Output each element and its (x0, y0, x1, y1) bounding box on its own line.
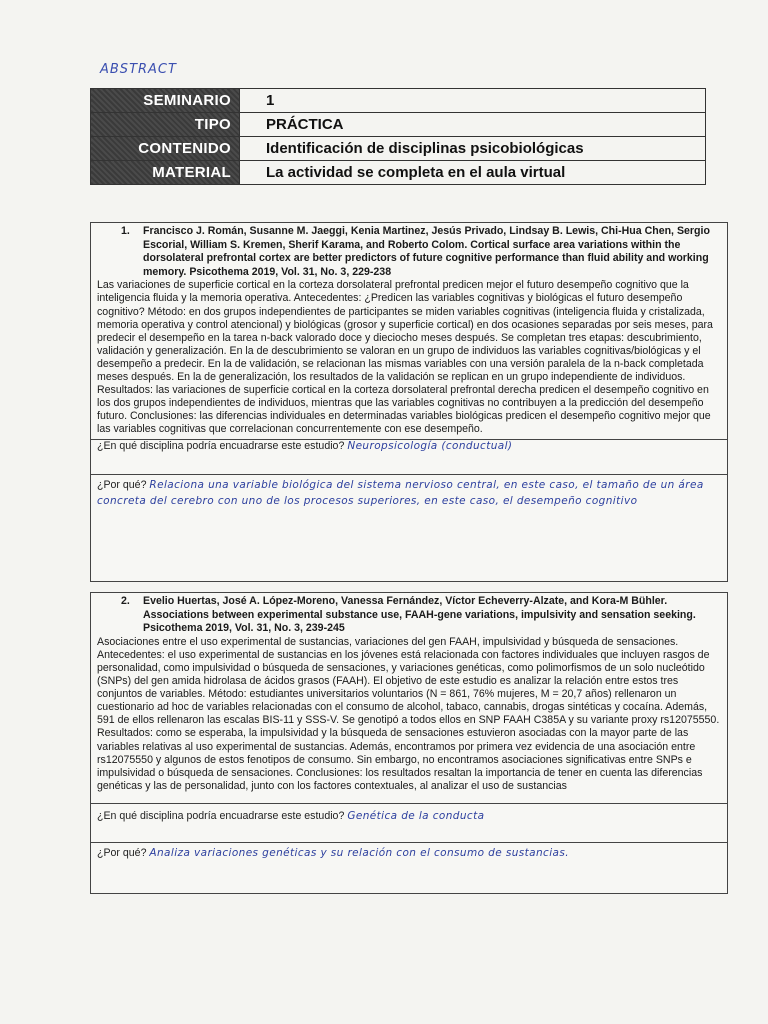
why-question: ¿Por qué? (97, 846, 147, 859)
header-row-material (91, 161, 706, 185)
abstract-text: Asociaciones entre el uso experimental de sustancias, variaciones del gen FAAH, impulsividad y búsqueda de sensaciones. Antecedentes: el uso experimental de sustancias en los jóvenes está relacionada con factores individuales que incluyen rasgos de personalidad, como impulsividad o búsqueda de sensaciones, y variaciones genéticas, como polimorfismos de un solo nucleótido (SNPs) del gen amida hidrolasa de ácidos grasos (FAAH). El objetivo de este estudio es analizar la relación entre estos tres conjuntos de variables. Método: estudiantes universitarios voluntarios (N = 861, 76% mujeres, M = 20,7 años) rellenaron un cuestionario ad hoc de variables relacionadas con el consumo de alcohol, tabaco, cannabis, drogas sintéticas y cocaína. Además, 591 de ellos rellenaron las escalas BIS-11 y SSS-V. Se genotipó a todos ellos en SNP FAAH C385A y su variante proxy rs12075550. Resultados: como se esperaba, la impulsividad y la búsqueda de sensaciones estuvieron asociadas con la mayor parte de las variables relativas al uso experimental de sustancias. Además, encontramos por primera vez evidencia de una asociación entre rs12075550 y algunos de estos fenotipos de consumo. Sin embargo, no encontramos asociaciones significativas entre SNPs e impulsividad o búsqueda de sensaciones. Conclusiones: los resultados resaltan la importancia de tener en cuenta las diferencias genéticas y las de personalidad, junto con los factores contextuales, al analizar el uso de sustancias (97, 635, 720, 792)
header-value: 1 (240, 89, 706, 113)
entry-number: 1. (121, 225, 130, 237)
discipline-answer[interactable]: Genética de la conducta (347, 809, 485, 822)
reference-block (91, 223, 727, 279)
header-row-contenido (91, 137, 706, 161)
header-value: Identificación de disciplinas psicobiológicas (240, 137, 706, 161)
handwritten-abstract-note: ABSTRACT (100, 62, 177, 77)
header-key: MATERIAL (91, 161, 240, 185)
header-value: La actividad se completa en el aula virtual (240, 161, 706, 185)
header-key: SEMINARIO (91, 89, 240, 113)
header-row-seminario (91, 89, 706, 113)
seminar-header-table (90, 88, 706, 185)
study-entry-2 (90, 592, 728, 894)
discipline-question-row (91, 439, 727, 474)
header-key: TIPO (91, 113, 240, 137)
why-answer[interactable]: Relaciona una variable biológica del sistema nervioso central, en este caso, el tamaño de un área concreta del cerebro con uno de los procesos superiores, en este caso, el desempeño cognitivo (97, 478, 704, 507)
reference-citation: Evelio Huertas, José A. López-Moreno, Vanessa Fernández, Víctor Echeverry-Alzate, and Kora-M Bühler. Associations between experimental substance use, FAAH-gene variations, impulsivity and sensation seeking. Psicothema 2019, Vol. 31, No. 3, 239-245 (143, 595, 696, 635)
why-question-row (91, 842, 727, 861)
reference-citation: Francisco J. Román, Susanne M. Jaeggi, Kenia Martinez, Jesús Privado, Lindsay B. Lewis, Chi-Hua Chen, Sergio Escorial, William S. Kremen, Sherif Karama, and Roberto Colom. Cortical surface area variations within the dorsolateral prefrontal cortex are better predictors of future cognitive performance than fluid ability and working memory. Psicothema 2019, Vol. 31, No. 3, 229-238 (143, 225, 710, 278)
why-question-row (91, 474, 727, 509)
header-row-tipo (91, 113, 706, 137)
abstract-text: Las variaciones de superficie cortical en la corteza dorsolateral prefrontal predicen mejor el futuro desempeño cognitivo que la inteligencia fluida y la memoria operativa. Antecedentes: ¿Predicen las variables cognitivas y biológicas el futuro desempeño cognitivo? Método: en dos grupos independientes de participantes se miden variables cognitivas (inteligencia fluida y cristalizada, memoria operativa y control atencional) y biológicas (grosor y superficie cortical) en dos ocasiones separadas por seis meses, para predecir el desempeño en la tarea n-back valorado doce y dieciocho meses después. Se completan tres etapas: descubrimiento, validación y generalización. En la de descubrimiento se valoran en un grupo de individuos las variables cognitivas/biológicas y el desempeño a predecir. En la de validación, se relacionan las mismas variables con una versión paralela de la n-back completada meses después. En la de generalización, los resultados de la validación se replican en un grupo independiente de individuos. Resultados: las variaciones de superficie cortical en la corteza dorsolateral prefrontal derecha predicen el desempeño cognitivo en los dos grupos independientes de individuos, mientras que las variables cognitivas no contribuyen a la predicción del desempeño futuro. Conclusiones: las diferencias individuales en determinadas variables biológicas predicen el desempeño cognitivo mejor que las variables cognitivas que correlacionan concurrentemente con ese desempeño. (97, 279, 713, 436)
why-question: ¿Por qué? (97, 478, 147, 491)
reference-block (91, 593, 727, 636)
discipline-question-row (91, 803, 727, 842)
header-value: PRÁCTICA (240, 113, 706, 137)
study-entry-1 (90, 222, 728, 582)
why-answer[interactable]: Analiza variaciones genéticas y su relación con el consumo de sustancias. (149, 846, 569, 859)
entry-number: 2. (121, 595, 130, 607)
discipline-question: ¿En qué disciplina podría encuadrarse este estudio? (97, 809, 345, 822)
discipline-question: ¿En qué disciplina podría encuadrarse este estudio? (97, 439, 345, 452)
header-key: CONTENIDO (91, 137, 240, 161)
discipline-answer[interactable]: Neuropsicología (conductual) (347, 439, 513, 452)
